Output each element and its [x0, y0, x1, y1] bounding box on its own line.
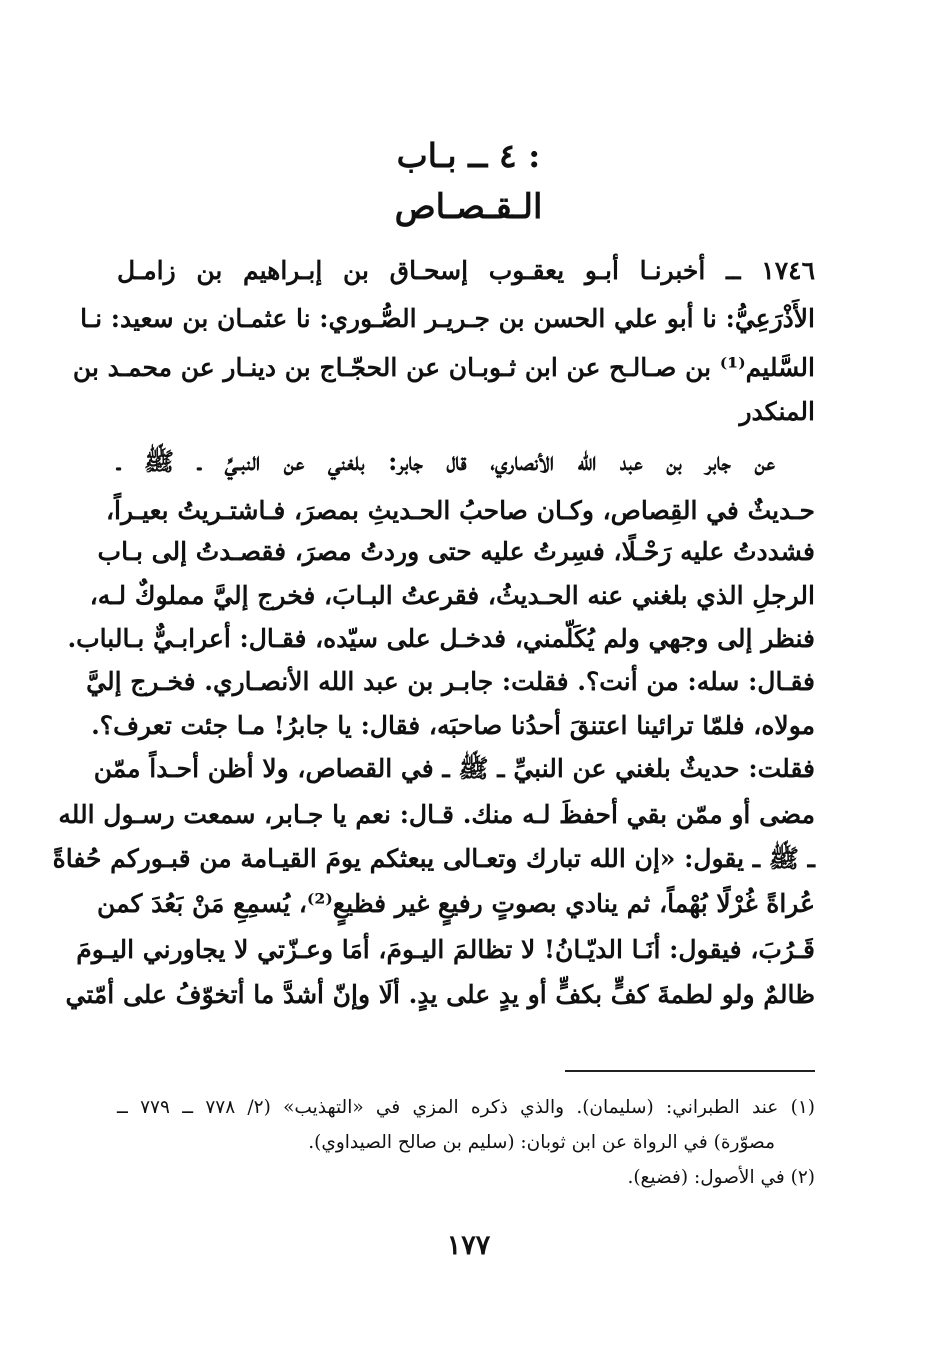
text-line: مضى أو ممّن بقي أحفظَ لـه منك. قـال: نعم يا جـابر، سمعت رسـول الله — [58, 800, 815, 829]
page-number: ١٧٧ — [446, 1230, 491, 1261]
text-line: الرجلِ الذي بلغني عنه الحـديثُ، فقرعتُ البـابَ، فخرج إليَّ مملوكٌ لـه، — [89, 581, 815, 610]
chapter-heading: ٤ ــ بـاب : — [396, 136, 541, 175]
text-line: ظالمٌ ولو لطمةَ كفٍّ بكفٍّ أو يدٍ على يدٍ. ألَا وإنّ أشدَّ ما أتخوّفُ على أمّتي — [65, 980, 815, 1009]
text-line: ـ ﷺ ـ يقول: «إن الله تبارك وتعـالى يبعثكم يومَ القيـامة من قبـوركم حُفاةً — [52, 844, 815, 873]
text-line: المنكدر — [739, 397, 815, 426]
text-line: قَـرُبَ، فيقول: أنَـا الديّـانُ! لا تظالمَ اليـومَ، أمَا وعـزّتي لا يجاورني اليـومَ — [76, 935, 815, 964]
text-line: عُراةً غُرْلًا بُهْماً، ثم ينادي بصوتٍ رفيعٍ غير فظيعٍ⁽²⁾، يُسمِعِ مَنْ بَعُدَ كمن — [97, 889, 815, 918]
footnote-line: (٢) في الأصول: (فضيع). — [627, 1167, 815, 1188]
text-line: مولاه، فلمّا ترائينا اعتنقَ أحدُنا صاحبَه، فقال: يا جابرُ! مـا جئت تعرف؟. — [91, 711, 815, 740]
chapter-title: الـقـصـاص — [394, 187, 543, 227]
footnote-separator — [565, 1070, 815, 1072]
text-line: فشددتُ عليه رَحْـلًا، فسِرتُ عليه حتى وردتُ مصرَ، فقصـدتُ إلى بـاب — [97, 537, 815, 566]
text-line: فقلت: حديثٌ بلغني عن النبيِّ ـ ﷺ ـ في القصاص، ولا أظن أحـداً ممّن — [93, 754, 815, 783]
text-line: عن جابر بن عبد الله الأنصاري، قال جابر: بلغني عن النبـيِّ ـ ﷺ ـ — [117, 447, 775, 476]
text-line: فنظر إلى وجهي ولم يُكَلّمني، فدخـل على سيّده، فقـال: أعرابـيٌّ بـالباب. — [67, 624, 815, 653]
text-line: السَّليم⁽¹⁾ بن صـالـح عن ابن ثـوبـان عن الحجّـاج بن دينـار عن محمـد بن — [72, 353, 815, 382]
text-line: ١٧٤٦ ــ أخبرنـا أبـو يعقـوب إسحـاق بن إبـراهيم بن زامـل — [117, 256, 815, 285]
text-line: فقـال: سله: من أنت؟. فقلت: جابـر بن عبد الله الأنصـاري. فخـرج إليَّ — [86, 667, 815, 696]
text-line: حـديثٌ في القِصاص، وكـان صاحبُ الحـديثِ بمصرَ، فـاشتـريتُ بعيـراً، — [105, 496, 815, 525]
footnote-line: (١) عند الطبراني: (سليمان). والذي ذكره المزي في «التهذيب» (٢/ ٧٧٨ ــ ٧٧٩ ــ — [117, 1097, 815, 1118]
footnote-line: مصوّرة) في الرواة عن ابن ثوبان: (سليم بن صالح الصيداوي). — [308, 1132, 775, 1153]
text-line: الأَذْرَعِيُّ: نا أبو علي الحسن بن جـريـر الصُّـوري: نا عثمـان بن سعيد: نـا — [80, 304, 815, 333]
